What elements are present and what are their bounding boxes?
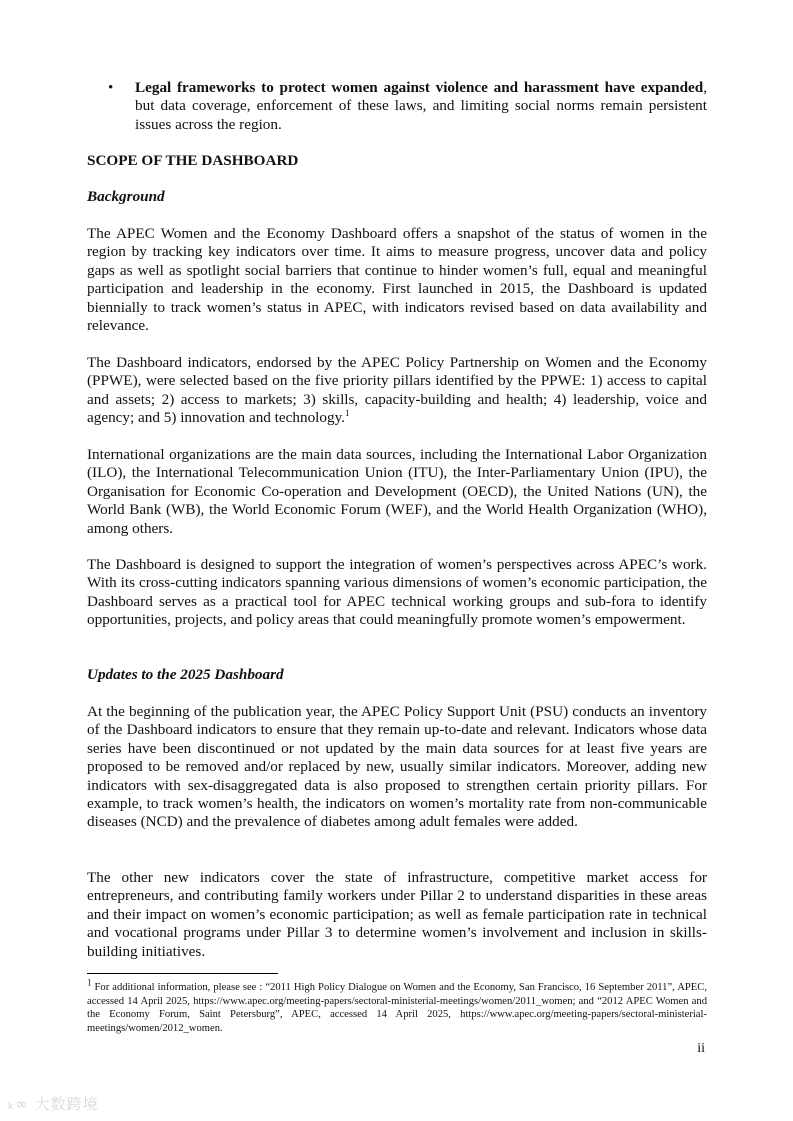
paragraph-text: The Dashboard indicators, endorsed by the APEC Policy Partnership on Women and the Economy (PPWE), were selected based on the five priority pillars identified by the PPWE: 1) access to capital and assets; 2) access to markets; 3) skills, capacity-building and health; 4) leadership, voice and agency; and 5) innovation and technology. (87, 354, 707, 427)
paragraph: The other new indicators cover the state of infrastructure, competitive market access for entrepreneurs, and contributing family workers under Pillar 2 to understand disparities in these areas and their impact on women’s economic participation; as well as female participation rate in technical and vocational programs under Pillar 3 to determine women’s involvement and inclusion in skills-building initiatives. (87, 869, 707, 960)
updates-heading-block (87, 666, 707, 684)
footnote-divider (87, 973, 278, 974)
paragraph: The Dashboard is designed to support the integration of women’s perspectives across APEC’s work. With its cross-cutting indicators spanning various dimensions of women’s economic participation, the Dashboard serves as a practical tool for APEC technical working groups and sub-fora to identify opportunities, projects, and policy areas that could meaningfully promote women’s empowerment. (87, 556, 707, 629)
section-heading: SCOPE OF THE DASHBOARD (87, 152, 299, 169)
background-heading-block (87, 188, 707, 206)
paragraph: The APEC Women and the Economy Dashboard offers a snapshot of the status of women in the region by tracking key indicators over time. It aims to measure progress, uncover data and policy gaps as well as spotlight social barriers that continue to hinder women’s full, equal and meaningful participation and leadership in the economy. First launched in 2015, the Dashboard is updated biennially to track women’s status in APEC, with indicators revised based on data availability and relevance. (87, 225, 707, 335)
watermark-logo: ₖ∞ 大数跨境 (8, 1095, 99, 1113)
page-number: ii (697, 1041, 705, 1056)
bullet-marker: • (108, 79, 114, 96)
footnote-text: For additional information, please see : “2011 High Policy Dialogue on Women and the Economy, San Francisco, 16 September 2011”, APEC, accessed 14 April 2025, https://www.apec.org/meeting-papers/sectoral-ministerial-meetings/women/2011_women; and “2012 APEC Women and the Economy Forum, Saint Petersburg”, APEC, accessed 14 April 2025, https://www.apec.org/meeting-papers/sectoral-ministerial-meetings/women/2012_women. (87, 982, 707, 1034)
footnote-ref[interactable]: 1 (344, 408, 350, 419)
paragraph (87, 354, 707, 428)
paragraph: At the beginning of the publication year, the APEC Policy Support Unit (PSU) conducts an inventory of the Dashboard indicators to ensure that they remain up-to-date and relevant. Indicators whose data series have been discontinued or not updated by the main data sources for at least five years are proposed to be removed and/or replaced by new, usually similar indicators. Moreover, adding new indicators with sex-disaggregated data is also proposed to strengthen certain priority pillars. For example, to track women’s health, the indicators on women’s mortality rate from non-communicable diseases (NCD) and the prevalence of diabetes among adult females were added. (87, 703, 707, 831)
footnote (87, 977, 707, 1035)
bullet-bold: Legal frameworks to protect women against violence and harassment have expanded (135, 79, 704, 96)
bullet-item (135, 79, 707, 134)
paragraph: International organizations are the main data sources, including the International Labor Organization (ILO), the International Telecommunication Union (ITU), the Inter-Parliamentary Union (IPU), the Organisation for Economic Co-operation and Development (OECD), the United Nations (UN), the World Bank (WB), the World Economic Forum (WEF), and the World Health Organization (WHO), among others. (87, 446, 707, 537)
section-heading-block (87, 152, 707, 170)
bullet-rest: , but data coverage, enforcement of these laws, and limiting social norms remain persistent issues across the region. (135, 79, 707, 133)
updates-heading: Updates to the 2025 Dashboard (87, 666, 284, 683)
background-heading: Background (87, 188, 165, 205)
footnote-number: 1 (87, 977, 92, 988)
